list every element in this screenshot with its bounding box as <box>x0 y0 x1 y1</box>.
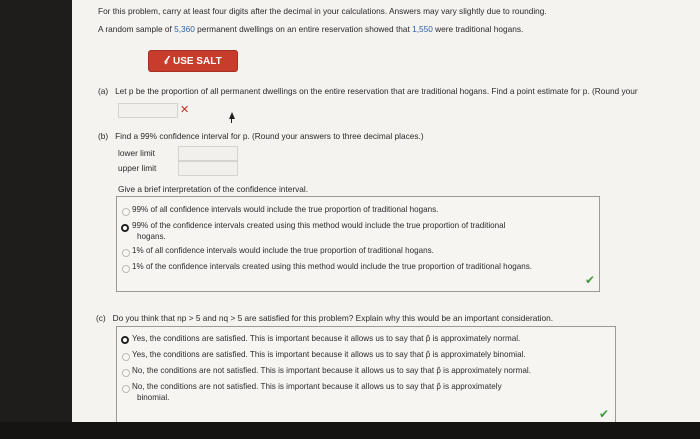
check-icon: ✔ <box>585 273 596 287</box>
option-text-interp-4: 1% of the confidence intervals created using this method would include the true proportion of traditional hogans. <box>132 262 532 271</box>
upper-limit-label: upper limit <box>118 163 157 173</box>
option-text-cond-4: No, the conditions are not satisfied. This is important because it allows us to say that p̂ is approximately <box>132 382 502 391</box>
option-text-interp-2: 99% of the confidence intervals created using this method would include the true proportion of traditional <box>132 221 506 230</box>
option-text-cond-4b: binomial. <box>137 393 170 402</box>
use-salt-button[interactable] <box>149 51 237 71</box>
radio-cond-2[interactable] <box>122 353 130 361</box>
interpretation-choices <box>116 196 600 292</box>
lower-limit-label: lower limit <box>118 148 155 158</box>
point-estimate-input[interactable] <box>118 103 178 118</box>
hogan-count: 1,550 <box>412 24 433 34</box>
statement-pre: A random sample of <box>98 24 175 34</box>
interpretation-prompt: Give a brief interpretation of the confidence interval. <box>118 184 309 194</box>
part-b-text: Find a 99% confidence interval for p. (Round your answers to three decimal places.) <box>115 131 424 141</box>
radio-cond-3[interactable] <box>122 369 130 377</box>
radio-interp-3[interactable] <box>122 249 130 257</box>
radio-interp-4[interactable] <box>122 265 130 273</box>
conditions-choices <box>116 326 616 422</box>
statement-post: were traditional hogans. <box>432 24 524 34</box>
option-text-cond-3: No, the conditions are not satisfied. This is important because it allows us to say that p̂ is approximately normal. <box>132 366 531 375</box>
part-a-text: Let p be the proportion of all permanent dwellings on the entire reservation that are traditional hogans. Find a point estimate for p. (Round your <box>115 86 638 96</box>
part-c-text: Do you think that np > 5 and nq > 5 are satisfied for this problem? Explain why this would be an important consideration. <box>112 313 554 323</box>
option-text-cond-2: Yes, the conditions are satisfied. This is important because it allows us to say that p̂ is approximately binomial. <box>132 350 526 359</box>
part-a-label: (a) <box>98 86 109 96</box>
part-b-question <box>98 131 424 141</box>
problem-sheet <box>72 0 700 422</box>
problem-statement <box>98 24 523 34</box>
statement-mid: permanent dwellings on an entire reservation showed that <box>194 24 413 34</box>
mouse-cursor-icon <box>229 112 235 119</box>
x-icon: ✕ <box>180 104 190 116</box>
instructions-text: For this problem, carry at least four digits after the decimal in your calculations. Answers may vary slightly due to rounding. <box>98 6 547 16</box>
sample-size: 5,360 <box>174 24 195 34</box>
part-a-question <box>98 86 638 96</box>
use-salt-label: USE SALT <box>172 55 222 67</box>
radio-interp-2[interactable] <box>121 224 129 232</box>
check-icon: ✔ <box>599 407 610 421</box>
option-text-interp-3: 1% of all confidence intervals would include the true proportion of traditional hogans. <box>132 246 434 255</box>
salt-icon: 𝓁 <box>164 54 168 67</box>
part-c-question <box>96 313 553 323</box>
lower-limit-input[interactable] <box>178 146 238 161</box>
part-c-label: (c) <box>96 313 106 323</box>
option-text-interp-2b: hogans. <box>137 232 166 241</box>
radio-cond-4[interactable] <box>122 385 130 393</box>
part-b-label: (b) <box>98 131 109 141</box>
option-text-cond-1: Yes, the conditions are satisfied. This is important because it allows us to say that p̂ is approximately normal. <box>132 334 521 343</box>
radio-interp-1[interactable] <box>122 208 130 216</box>
upper-limit-input[interactable] <box>178 161 238 176</box>
screen-bottom-edge <box>0 422 700 439</box>
radio-cond-1[interactable] <box>121 336 129 344</box>
option-text-interp-1: 99% of all confidence intervals would include the true proportion of traditional hogans. <box>132 205 439 214</box>
mouse-cursor-stem <box>231 118 232 123</box>
